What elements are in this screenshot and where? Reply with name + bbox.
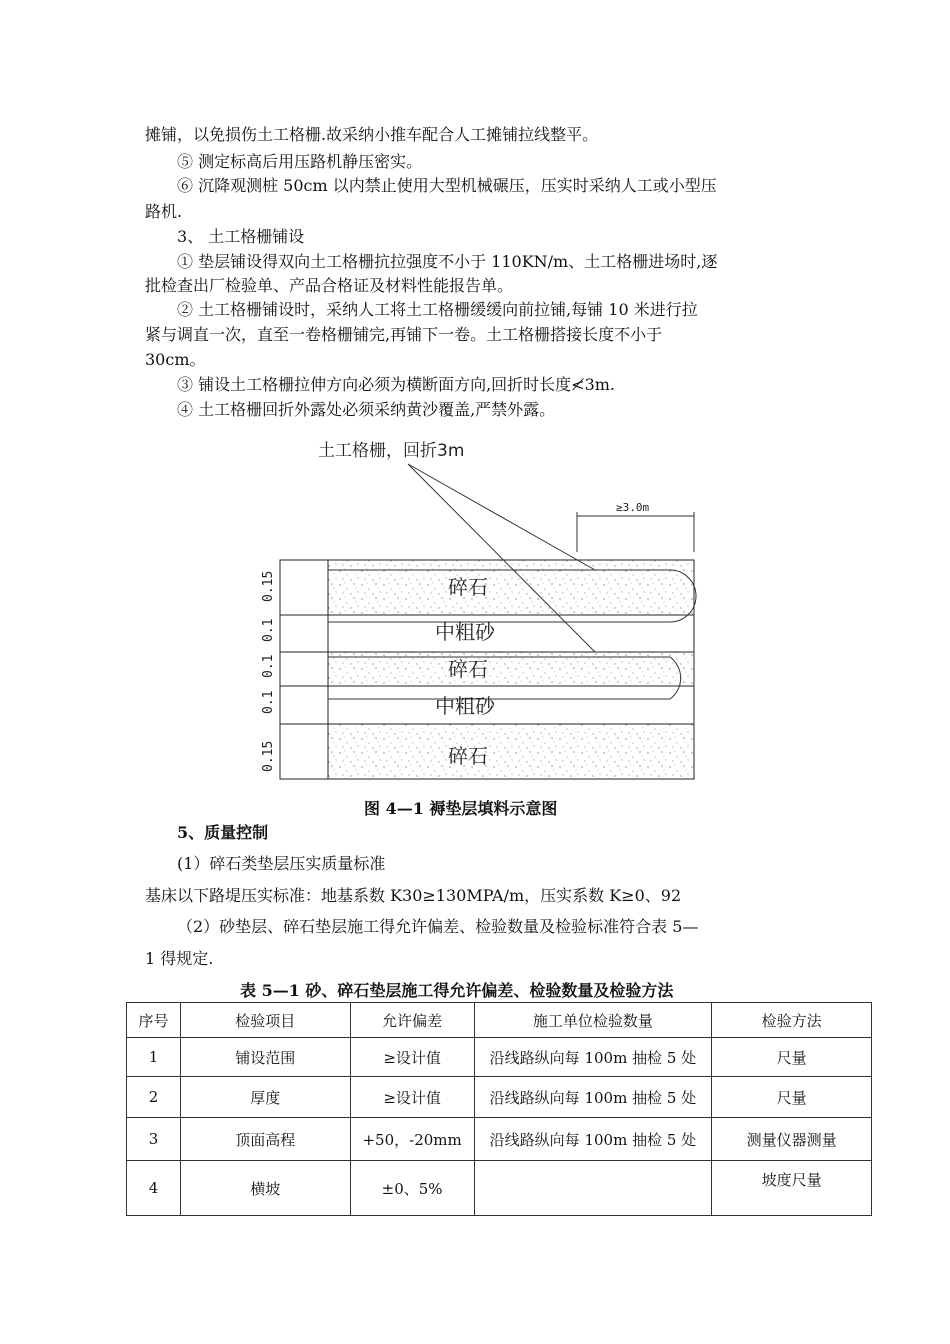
table-cell: 3 [127, 1118, 181, 1161]
table-header-row [127, 1003, 872, 1038]
table-cell: ≥设计值 [350, 1077, 474, 1118]
geogrid-annotation: 土工格栅，回折3m [318, 441, 465, 461]
cushion-layer-diagram [250, 428, 710, 788]
paragraph-line: 摊铺，以免损伤土工格栅.故采纳小推车配合人工摊铺拉线整平。 [145, 125, 599, 144]
paragraph-line: ① 垫层铺设得双向土工格栅抗拉强度不小于 110KN/m、土工格栅进场时,逐 [177, 252, 718, 271]
table-cell: 顶面高程 [180, 1118, 350, 1161]
table-title: 表 5—1 砂、碎石垫层施工得允许偏差、检验数量及检验方法 [240, 981, 674, 1000]
layer-1 [328, 560, 694, 615]
table-cell: ±0、5% [350, 1161, 474, 1216]
table-row [127, 1118, 872, 1161]
table-cell: 4 [127, 1161, 181, 1216]
table-cell: 沿线路纵向每 100m 抽检 5 处 [474, 1118, 712, 1161]
paragraph-line: 紧与调直一次，直至一卷格栅铺完,再铺下一卷。土工格栅搭接长度不小于 [145, 325, 663, 344]
table-row [127, 1038, 872, 1077]
layers-group [280, 560, 696, 779]
table-row [127, 1161, 872, 1216]
paragraph-line: 30cm。 [145, 350, 206, 369]
table-cell: 尺量 [712, 1038, 872, 1077]
dimension-label: ≥3.0m [616, 501, 650, 514]
table-cell: 铺设范围 [180, 1038, 350, 1077]
table-cell: 尺量 [712, 1077, 872, 1118]
column-header: 检验项目 [180, 1003, 350, 1038]
layer-label: 中粗砂 [435, 694, 495, 718]
paragraph-line: ④ 土工格栅回折外露处必须采纳黄沙覆盖,严禁外露。 [177, 400, 556, 419]
layer-label: 碎石 [448, 657, 488, 681]
leader-line [408, 464, 595, 570]
column-header: 施工单位检验数量 [474, 1003, 712, 1038]
table-cell: 坡度尺量 [712, 1161, 872, 1216]
column-header: 序号 [127, 1003, 181, 1038]
table-cell: 沿线路纵向每 100m 抽检 5 处 [474, 1077, 712, 1118]
column-header: 检验方法 [712, 1003, 872, 1038]
layer-label: 碎石 [448, 575, 488, 599]
column-header: 允许偏差 [350, 1003, 474, 1038]
tolerance-table [126, 1002, 872, 1216]
paragraph-line: 1 得规定. [145, 949, 214, 968]
paragraph-line: 批检查出厂检验单、产品合格证及材料性能报告单。 [145, 276, 514, 295]
paragraph-line: (1）碎石类垫层压实质量标准 [177, 854, 386, 873]
table-cell: 测量仪器测量 [712, 1118, 872, 1161]
thickness-label: 0.15 [261, 570, 276, 602]
table-cell: 厚度 [180, 1077, 350, 1118]
table-row [127, 1077, 872, 1118]
layer-label: 碎石 [448, 744, 488, 768]
thickness-label: 0.1 [261, 690, 276, 714]
subsection-heading: 3、 土工格栅铺设 [177, 227, 305, 246]
paragraph-line: ⑤ 测定标高后用压路机静压密实。 [177, 152, 423, 171]
paragraph-line: （2）砂垫层、碎石垫层施工得允许偏差、检验数量及检验标准符合表 5— [177, 917, 699, 936]
thickness-label: 0.15 [261, 740, 276, 772]
thickness-label: 0.1 [261, 618, 276, 642]
paragraph-line: ③ 铺设土工格栅拉伸方向必须为横断面方向,回折时长度≮3m. [177, 375, 616, 394]
table-cell: 2 [127, 1077, 181, 1118]
table-cell: 1 [127, 1038, 181, 1077]
figure-caption: 图 4—1 褥垫层填料示意图 [364, 799, 558, 818]
paragraph-line: ⑥ 沉降观测桩 50cm 以内禁止使用大型机械碾压，压实时采纳人工或小型压 [177, 176, 717, 195]
paragraph-line: 路机. [145, 202, 183, 221]
table-cell: 横坡 [180, 1161, 350, 1216]
layer-label: 中粗砂 [435, 620, 495, 644]
table-cell: +50，-20mm [350, 1118, 474, 1161]
paragraph-line: 基床以下路堤压实标准：地基系数 K30≥130MPA/m，压实系数 K≥0、92 [145, 886, 682, 905]
table-cell [474, 1161, 712, 1216]
paragraph-line: ② 土工格栅铺设时，采纳人工将土工格栅缓缓向前拉铺,每铺 10 米进行拉 [177, 300, 698, 319]
thickness-label: 0.1 [261, 654, 276, 678]
table-cell: ≥设计值 [350, 1038, 474, 1077]
layer-5 [328, 724, 694, 779]
section-heading: 5、质量控制 [177, 823, 269, 842]
table-cell: 沿线路纵向每 100m 抽检 5 处 [474, 1038, 712, 1077]
